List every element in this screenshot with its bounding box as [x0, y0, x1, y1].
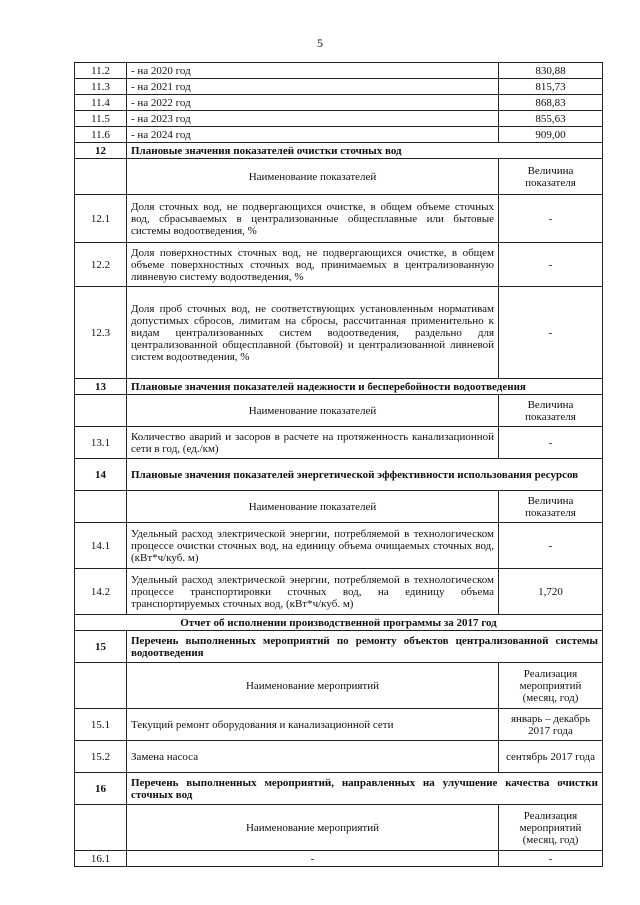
column-header-name: Наименование показателей [127, 159, 499, 195]
indicators-table [74, 62, 603, 867]
table-row [75, 287, 603, 379]
row-label: - на 2023 год [127, 111, 499, 127]
section-number: 15 [75, 631, 127, 663]
column-header-value: Реализация мероприятий (месяц, год) [499, 805, 603, 851]
section-title: Перечень выполненных мероприятий, направленных на улучшение качества очистки сточных вод [127, 773, 603, 805]
table-row [75, 127, 603, 143]
row-number: 11.6 [75, 127, 127, 143]
row-value: 868,83 [499, 95, 603, 111]
page-number: 5 [317, 36, 323, 50]
row-label: Количество аварий и засоров в расчете на протяженность канализационной сети в год, (ед./км) [127, 427, 499, 459]
section-header [75, 631, 603, 663]
table-row [75, 709, 603, 741]
column-header-value: Величина показателя [499, 159, 603, 195]
row-value: 1,720 [499, 569, 603, 615]
row-number: 14.1 [75, 523, 127, 569]
column-header-name: Наименование показателей [127, 491, 499, 523]
column-header-name: Наименование мероприятий [127, 663, 499, 709]
table-row [75, 569, 603, 615]
row-number: 12.3 [75, 287, 127, 379]
row-number: 12.2 [75, 243, 127, 287]
column-header-row [75, 159, 603, 195]
row-number: 13.1 [75, 427, 127, 459]
row-value: 855,63 [499, 111, 603, 127]
row-value: сентябрь 2017 года [499, 741, 603, 773]
report-title-row [75, 615, 603, 631]
table-row [75, 851, 603, 867]
row-label: - на 2021 год [127, 79, 499, 95]
empty-cell [75, 159, 127, 195]
table-row [75, 741, 603, 773]
empty-cell [75, 395, 127, 427]
empty-cell [75, 491, 127, 523]
row-label: Доля проб сточных вод, не соответствующих установленным нормативам допустимых сбросов, лимитам на сбросы, рассчитанная применительно к видам централизованных систем водоотведения, раздельно для централизованной общесплавной (бытовой) и централизованной ливневой систем водоотведения, % [127, 287, 499, 379]
column-header-row [75, 805, 603, 851]
row-label: - на 2022 год [127, 95, 499, 111]
column-header-name: Наименование мероприятий [127, 805, 499, 851]
section-number: 12 [75, 143, 127, 159]
row-value: 909,00 [499, 127, 603, 143]
row-label: Замена насоса [127, 741, 499, 773]
row-number: 15.2 [75, 741, 127, 773]
section-number: 13 [75, 379, 127, 395]
row-label: Доля сточных вод, не подвергающихся очистке, в общем объеме сточных вод, сбрасываемых в централизованные общесплавные или бытовые системы водоотведения, % [127, 195, 499, 243]
empty-cell [75, 663, 127, 709]
column-header-value: Величина показателя [499, 491, 603, 523]
row-label: Удельный расход электрической энергии, потребляемой в технологическом процессе транспортировки сточных вод, на единицу объема транспортируемых сточных вод, (кВт*ч/куб. м) [127, 569, 499, 615]
report-title: Отчет об исполнении производственной программы за 2017 год [75, 615, 603, 631]
row-number: 14.2 [75, 569, 127, 615]
row-label: - на 2020 год [127, 63, 499, 79]
row-value: - [499, 287, 603, 379]
section-header [75, 143, 603, 159]
row-value: 830,88 [499, 63, 603, 79]
table-row [75, 63, 603, 79]
column-header-name: Наименование показателей [127, 395, 499, 427]
table-row [75, 195, 603, 243]
row-label: Доля поверхностных сточных вод, не подвергающихся очистке, в общем объеме поверхностных сточных вод, принимаемых в централизованную ливневую систему водоотведения, % [127, 243, 499, 287]
table-row [75, 243, 603, 287]
row-label: Текущий ремонт оборудования и канализационной сети [127, 709, 499, 741]
section-number: 16 [75, 773, 127, 805]
section-number: 14 [75, 459, 127, 491]
column-header-value: Величина показателя [499, 395, 603, 427]
section-header [75, 379, 603, 395]
row-value: - [499, 851, 603, 867]
table-row [75, 427, 603, 459]
section-title: Плановые значения показателей энергетической эффективности использования ресурсов [127, 459, 603, 491]
section-title: Плановые значения показателей очистки сточных вод [127, 143, 603, 159]
row-value: 815,73 [499, 79, 603, 95]
section-title: Плановые значения показателей надежности и бесперебойности водоотведения [127, 379, 603, 395]
row-value: январь – декабрь 2017 года [499, 709, 603, 741]
row-number: 15.1 [75, 709, 127, 741]
empty-cell [75, 805, 127, 851]
table-row [75, 95, 603, 111]
row-value: - [499, 243, 603, 287]
row-label: - [127, 851, 499, 867]
column-header-value: Реализация мероприятий (месяц, год) [499, 663, 603, 709]
row-value: - [499, 427, 603, 459]
section-header [75, 459, 603, 491]
row-number: 11.2 [75, 63, 127, 79]
table-row [75, 523, 603, 569]
section-header [75, 773, 603, 805]
row-label: Удельный расход электрической энергии, потребляемой в технологическом процессе очистки сточных вод, на единицу объема очищаемых сточных вод, (кВт*ч/куб. м) [127, 523, 499, 569]
row-number: 16.1 [75, 851, 127, 867]
column-header-row [75, 491, 603, 523]
section-title: Перечень выполненных мероприятий по ремонту объектов централизованной системы водоотведения [127, 631, 603, 663]
row-number: 11.3 [75, 79, 127, 95]
row-label: - на 2024 год [127, 127, 499, 143]
column-header-row [75, 663, 603, 709]
table-row [75, 79, 603, 95]
row-value: - [499, 523, 603, 569]
row-number: 12.1 [75, 195, 127, 243]
row-value: - [499, 195, 603, 243]
table-row [75, 111, 603, 127]
row-number: 11.5 [75, 111, 127, 127]
row-number: 11.4 [75, 95, 127, 111]
column-header-row [75, 395, 603, 427]
